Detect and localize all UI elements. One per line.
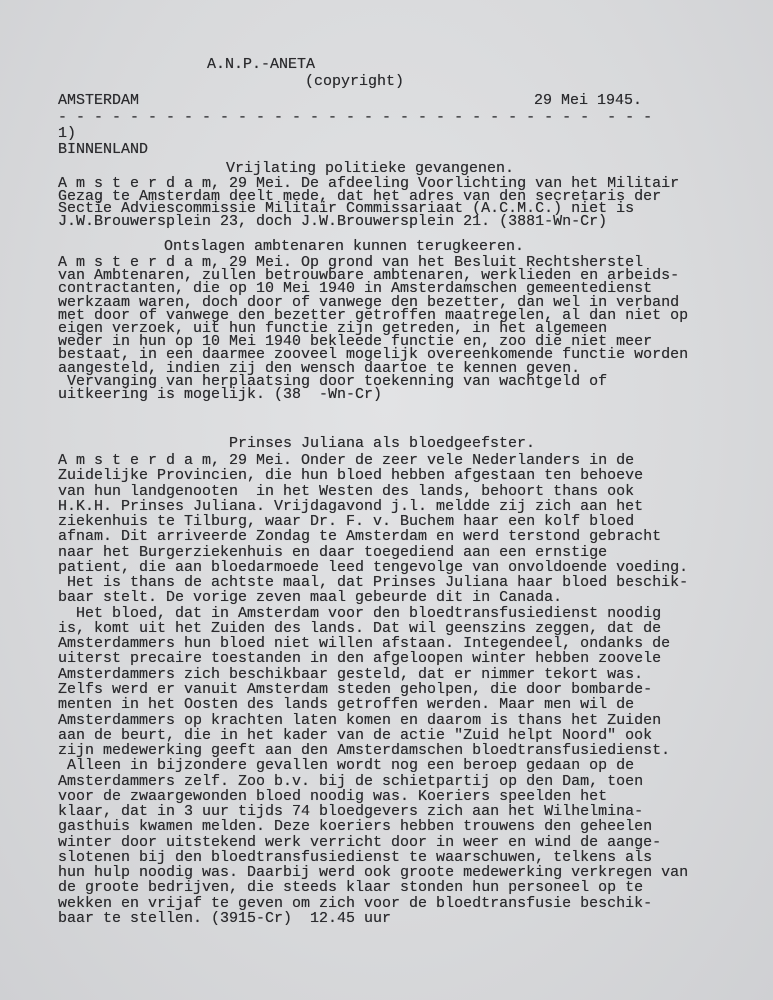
- text-line: uitkeering is mogelijk. (38 -Wn-Cr): [58, 385, 383, 403]
- text-line: baar te stellen. (3915-Cr) 12.45 uur: [58, 909, 392, 927]
- text-line: patient, die aan bloedarmoede leed tengevolge van onvoldoende voeding.: [58, 558, 689, 576]
- text-line: klaar, dat in 3 uur tijds 74 bloedgevers zich aan het Wilhelmina-: [58, 803, 644, 821]
- text-line: A m s t e r d a m, 29 Mei. Onder de zeer vele Nederlanders in de: [58, 452, 635, 469]
- text-line: Zuidelijke Provincien, die hun bloed hebben afgestaan ten behoeve: [58, 467, 644, 485]
- text-line: Amsterdammers zelf. Zoo b.v. bij de schietpartij op den Dam, toen: [58, 772, 644, 790]
- text-line: van hun landgenooten in het Westen des lands, behoort thans ook: [58, 482, 635, 500]
- section-title: Ontslagen ambtenaren kunnen terugkeeren.: [164, 238, 525, 255]
- copyright-note: (copyright): [305, 73, 405, 90]
- text-line: contractanten, die op 10 Mei 1940 in Amsterdamschen gemeentedienst: [58, 280, 653, 298]
- text-line: slotenen bij den bloedtransfusiedienst te waarschuwen, telkens als: [58, 848, 653, 866]
- section-title: Vrijlating politieke gevangenen.: [226, 160, 515, 177]
- section-title: Prinses Juliana als bloedgeefster.: [229, 435, 536, 452]
- article-body: [58, 256, 688, 401]
- article-body: [58, 175, 680, 230]
- text-line: baar stelt. De vorige zeven maal gebeurde dit in Canada.: [58, 589, 563, 607]
- separator-line: - - - - - - - - - - - - - - - - - - - - - - - - - - - - - - - - -: [58, 109, 653, 126]
- text-line: Sectie Adviescommissie Militair Commissariaat (A.C.M.C.) niet is: [58, 200, 635, 218]
- text-line: Amsterdammers hun bloed niet willen afstaan. Integendeel, ondanks de: [58, 635, 671, 653]
- text-line: hun hulp noodig was. Daarbij werd ook groote medewerking verkregen van: [58, 864, 689, 882]
- category-heading: BINNENLAND: [58, 141, 149, 158]
- text-line: uiterst precaire toestanden in den afgeloopen winter hebben zoovele: [58, 650, 662, 668]
- text-line: Amsterdammers zich beschikbaar gesteld, dat er nimmer tekort was.: [58, 665, 644, 683]
- text-line: naar het Burgerziekenhuis en daar toegediend aan een ernstige: [58, 543, 608, 561]
- text-line: is, komt uit het Zuiden des lands. Dat wil geenszins zeggen, dat de: [58, 619, 662, 637]
- text-line: bestaat, in een daarmee zooveel mogelijk overeenkomende functie worden: [58, 346, 689, 364]
- text-line: Alleen in bijzondere gevallen wordt nog een beroep gedaan op de: [58, 757, 635, 775]
- text-line: H.K.H. Prinses Juliana. Vrijdagavond j.l. meldde zij zich aan het: [58, 497, 644, 515]
- text-line: A m s t e r d a m, 29 Mei. De afdeeling Voorlichting van het Militair: [58, 175, 680, 192]
- text-line: met door of vanwege den bezetter getroffen maatregelen, al dan niet op: [58, 306, 689, 324]
- text-line: A m s t e r d a m, 29 Mei. Op grond van het Besluit Rechtsherstel: [58, 254, 644, 271]
- text-line: Het is thans de achtste maal, dat Prinses Juliana haar bloed beschik-: [58, 574, 689, 592]
- dateline-place: AMSTERDAM: [58, 92, 140, 109]
- text-line: Zelfs werd er vanuit Amsterdam steden geholpen, die door bombarde-: [58, 680, 653, 698]
- text-line: Vervanging van herplaatsing door toekenning van wachtgeld of: [58, 372, 608, 390]
- text-line: eigen verzoek, uit hun functie zijn getreden, in het algemeen: [58, 319, 608, 337]
- text-line: afnam. Dit arriveerde Zondag te Amsterdam en werd terstond gebracht: [58, 528, 662, 546]
- item-number: 1): [58, 125, 77, 142]
- text-line: J.W.Brouwersplein 23, doch J.W.Brouwersplein 21. (3881-Wn-Cr): [58, 212, 608, 230]
- text-line: zijn medewerking geeft aan den Amsterdamschen bloedtransfusiedienst.: [58, 742, 671, 760]
- text-line: de groote bedrijven, die steeds klaar stonden hun personeel op te: [58, 879, 644, 897]
- text-line: werkzaam waren, doch door of vanwege den bezetter, dan wel in verband: [58, 293, 680, 311]
- text-line: Het bloed, dat in Amsterdam voor den bloedtransfusiedienst noodig: [58, 604, 662, 622]
- dateline-date: 29 Mei 1945.: [534, 92, 643, 109]
- agency-name: A.N.P.-ANETA: [207, 56, 316, 73]
- text-line: Amsterdammers op krachten laten komen en daarom is thans het Zuiden: [58, 711, 662, 729]
- text-line: menten in het Oosten des lands getroffen werden. Maar men wil de: [58, 696, 635, 714]
- text-line: aan de beurt, die in het kader van de actie "Zuid helpt Noord" ook: [58, 726, 653, 744]
- text-line: wekken en vrijaf te geven om zich voor de bloedtransfusie beschik-: [58, 894, 653, 912]
- text-line: gasthuis kwamen melden. Deze koeriers hebben trouwens den geheelen: [58, 818, 653, 836]
- text-line: voor de zwaargewonden bloed noodig was. Koeriers speelden het: [58, 787, 608, 805]
- text-line: van Ambtenaren, zullen betrouwbare ambtenaren, werklieden en arbeids-: [58, 267, 680, 285]
- text-line: ziekenhuis te Tilburg, waar Dr. F. v. Buchem haar een kolf bloed: [58, 513, 635, 531]
- article-body: [58, 453, 688, 926]
- text-line: Gezag te Amsterdam deelt mede, dat het adres van den secretaris der: [58, 187, 662, 205]
- text-line: weder in hun op 10 Mei 1940 bekleede functie en, zoo die niet meer: [58, 333, 653, 351]
- text-line: aangesteld, indien zij den wensch daartoe te kennen geven.: [58, 359, 581, 377]
- text-line: winter door uitstekend werk verricht door in weer en wind de aange-: [58, 833, 662, 851]
